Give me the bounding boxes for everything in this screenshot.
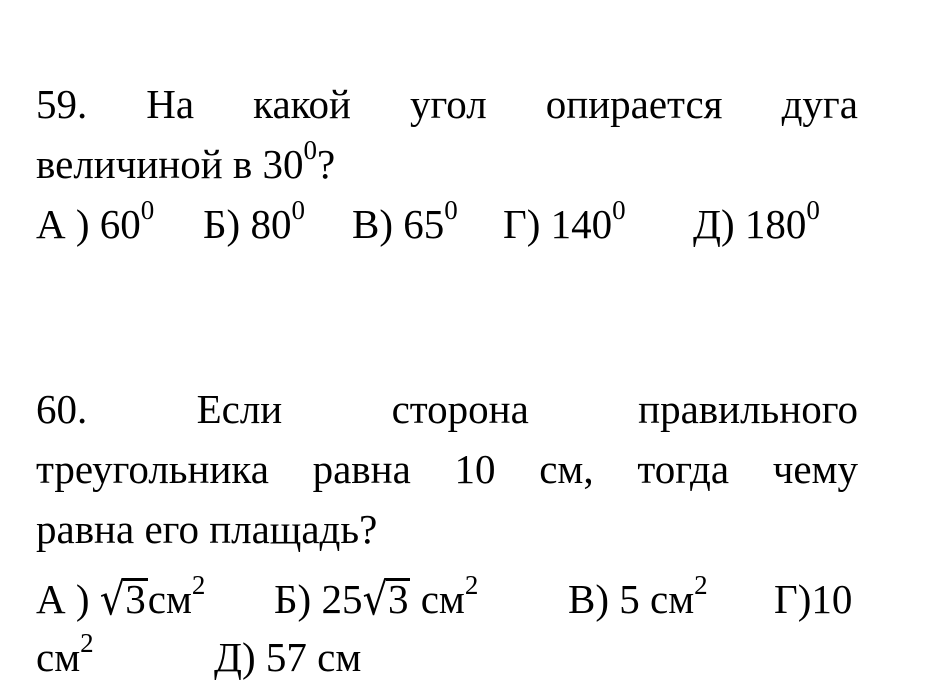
q59-word: дуга [781, 81, 858, 127]
q60-line-1 [36, 385, 858, 433]
degree-superscript: 0 [303, 135, 318, 166]
q60-question-text: равна его плащадь? [36, 506, 378, 552]
q60-word: треугольника [36, 446, 269, 492]
degree-superscript: 0 [612, 195, 626, 226]
q60-word: 10 [454, 446, 496, 492]
q60-word: правильного [638, 386, 858, 432]
answer-label: Г)10 [774, 576, 853, 622]
q59-number: 59. [36, 81, 88, 127]
q59-line-2 [36, 135, 858, 188]
q60-line-2 [36, 445, 858, 493]
q59-answer-d [503, 195, 626, 248]
q59-word: угол [409, 81, 487, 127]
radicand: 3 [125, 576, 146, 622]
exponent-superscript: 2 [191, 570, 206, 601]
radicand: 3 [387, 576, 409, 622]
q60-word: равна [312, 446, 411, 492]
q60-answer-c [568, 570, 708, 623]
q60-answer-d-unit [36, 628, 94, 681]
square-root [100, 575, 148, 624]
degree-superscript: 0 [806, 195, 820, 226]
q59-question-text: величиной в 30 [36, 141, 304, 187]
answer-label: Д) 180 [693, 201, 807, 247]
q60-line-3 [36, 505, 858, 553]
q59-answer-a [36, 195, 155, 248]
square-root [362, 575, 410, 624]
answer-label: В) 5 см [568, 576, 695, 622]
q60-number: 60. [36, 386, 88, 432]
q59-answer-c [352, 195, 458, 248]
answer-label: А ) [36, 576, 90, 622]
q59-word: какой [253, 81, 351, 127]
q60-word: см, [539, 446, 594, 492]
answer-label: В) 65 [352, 201, 445, 247]
answer-label: Д) 57 см [214, 634, 362, 680]
degree-superscript: 0 [140, 195, 155, 226]
radical-sign-icon: √ [362, 574, 388, 626]
answer-label: А ) 60 [36, 201, 141, 247]
q59-line-1 [36, 80, 858, 128]
q60-word: чему [772, 446, 858, 492]
q60-answer-a [36, 570, 206, 626]
q60-word: сторона [391, 386, 529, 432]
degree-superscript: 0 [444, 195, 458, 226]
answer-label: Б) 80 [203, 201, 292, 247]
answer-label: Г) 140 [503, 201, 613, 247]
exponent-superscript: 2 [80, 628, 94, 659]
q59-answer-e [693, 195, 820, 248]
q60-answer-e [214, 633, 361, 681]
exponent-superscript: 2 [694, 570, 708, 601]
unit: см [36, 634, 81, 680]
q60-answer-b [274, 570, 479, 626]
answer-label: Б) 25 [274, 576, 363, 622]
exponent-superscript: 2 [464, 570, 479, 601]
q59-word: опирается [545, 81, 723, 127]
q60-word: тогда [637, 446, 730, 492]
q59-answer-b [203, 195, 305, 248]
q59-question-mark: ? [317, 141, 336, 187]
q60-word: Если [196, 386, 283, 432]
unit: см [147, 576, 192, 622]
unit: см [420, 576, 465, 622]
degree-superscript: 0 [291, 195, 305, 226]
q59-word: На [146, 81, 195, 127]
q60-answer-d [774, 575, 852, 623]
radical-sign-icon: √ [99, 574, 126, 626]
